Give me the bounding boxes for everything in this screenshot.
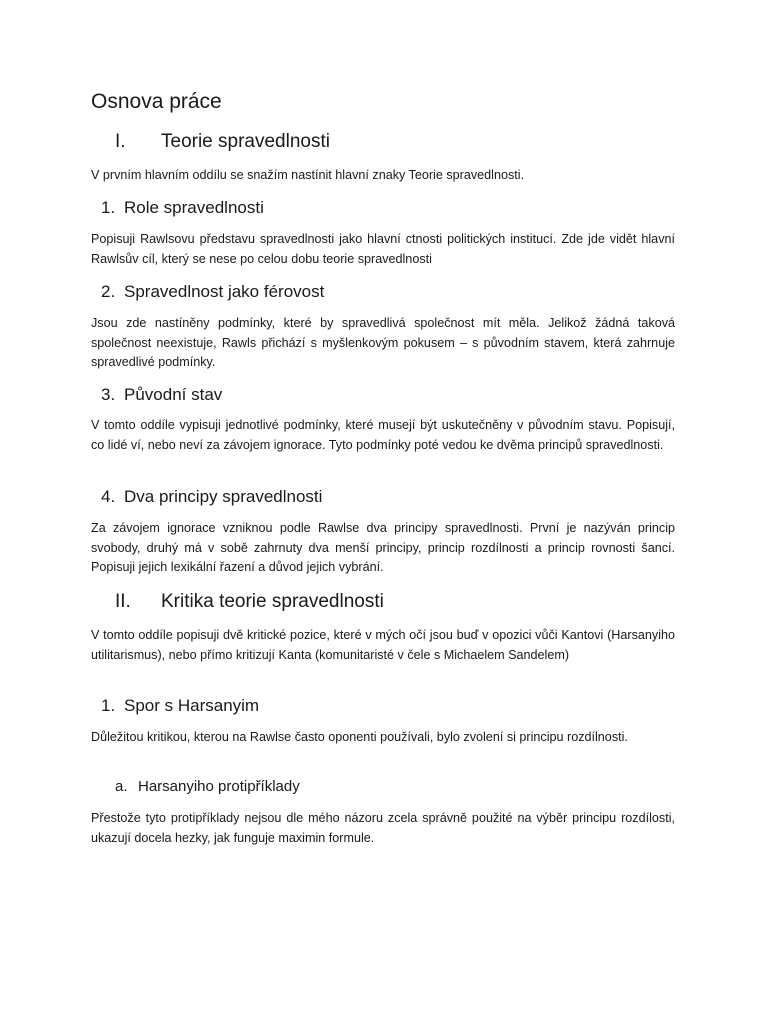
subsection-number: 1. bbox=[101, 198, 116, 217]
document-title: Osnova práce bbox=[91, 90, 222, 113]
subsection-number: 3. bbox=[101, 385, 116, 404]
subsection-number: 4. bbox=[101, 487, 116, 506]
section-heading-kritika bbox=[115, 590, 384, 614]
item-heading-protipriklady bbox=[115, 777, 300, 797]
item-number: a. bbox=[115, 778, 128, 795]
section-number: II. bbox=[115, 591, 131, 612]
subsection-text: Důležitou kritikou, kterou na Rawlse často oponenti používali, bylo zvolení si principu rozdílnosti. bbox=[91, 730, 628, 744]
subsection-number: 2. bbox=[101, 282, 116, 301]
subsection-title: Spravedlnost jako férovost bbox=[124, 282, 325, 301]
section-intro: V tomto oddíle popisuji dvě kritické pozice, které v mých očí jsou buď v opozici vůči Kantovi (Harsanyiho utilitarismus), nebo přímo kritizují Kanta (komunitaristé v čele s Michaelem Sandelem) bbox=[91, 628, 675, 662]
subsection-text: Popisuji Rawlsovu představu spravedlnosti jako hlavní ctnosti politických institucí. Zde jde vidět hlavní Rawlsův cíl, který se nese po celou dobu teorie spravedlnosti bbox=[91, 232, 675, 266]
section-title: Kritika teorie spravedlnosti bbox=[161, 591, 384, 612]
subsection-title: Dva principy spravedlnosti bbox=[124, 487, 323, 506]
subsection-text: Za závojem ignorace vzniknou podle Rawlse dva principy spravedlnosti. První je nazýván princip svobody, druhý má v sobě zahrnuty dva menší principy, princip rozdílnosti a princip rovnosti šancí. Popisuji jejich lexikální řazení a důvod jejich vybrání. bbox=[91, 521, 675, 574]
section-heading-teorie bbox=[115, 130, 330, 154]
item-title: Harsanyiho protipříklady bbox=[138, 778, 300, 795]
subsection-text: V tomto oddíle vypisuji jednotlivé podmínky, které musejí být uskutečněny v původním stavu. Popisují, co lidé ví, nebo neví za závojem ignorace. Tyto podmínky poté vedou ke dvěma principů spravedlnosti. bbox=[91, 418, 675, 452]
subsection-heading-puvodni-stav bbox=[101, 384, 222, 406]
subsection-heading-ferovost bbox=[101, 281, 324, 303]
subsection-heading-harsanyi bbox=[101, 695, 259, 717]
subsection-title: Původní stav bbox=[124, 385, 223, 404]
section-title: Teorie spravedlnosti bbox=[161, 131, 330, 152]
section-number: I. bbox=[115, 131, 126, 152]
item-text: Přestože tyto protipříklady nejsou dle mého názoru zcela správně použité na výběr principu rozdílosti, ukazují docela hezky, jak funguje maximin formule. bbox=[91, 811, 675, 845]
section-intro: V prvním hlavním oddílu se snažím nastínit hlavní znaky Teorie spravedlnosti. bbox=[91, 168, 525, 182]
subsection-heading-role bbox=[101, 197, 264, 219]
subsection-heading-dva-principy bbox=[101, 486, 322, 508]
subsection-title: Role spravedlnosti bbox=[124, 198, 264, 217]
subsection-text: Jsou zde nastíněny podmínky, které by spravedlivá společnost mít měla. Jelikož žádná taková společnost neexistuje, Rawls přichází s myšlenkovým pokusem – s původním stavem, která zahrnuje spravedlivé podmínky. bbox=[91, 316, 675, 369]
subsection-title: Spor s Harsanyim bbox=[124, 696, 260, 715]
subsection-number: 1. bbox=[101, 696, 116, 715]
